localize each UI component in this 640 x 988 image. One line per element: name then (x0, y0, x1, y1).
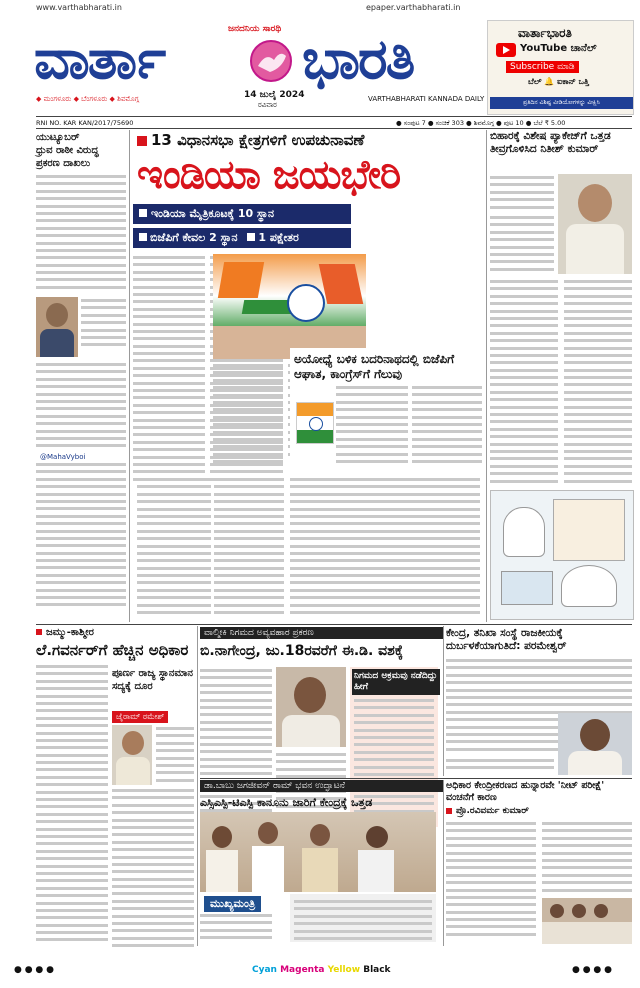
neet-byline (446, 806, 529, 816)
magenta-label: Magenta (280, 965, 325, 975)
story-neet (446, 780, 632, 946)
black-label: Black (363, 965, 391, 975)
valmiki-headline: ಬಿ.ನಾಗೇಂದ್ರ, ಜು.18ರವರೆಗೆ ಈ.ಡಿ. ವಶಕ್ಕೆ (200, 643, 404, 659)
cm-label: ಮುಖ್ಯಮಂತ್ರಿ (204, 896, 261, 912)
masthead-title-right: ಭಾರತಿ (302, 27, 414, 92)
masthead-title-left: ವಾರ್ತಾ (34, 27, 165, 92)
parameshwar-photo (558, 713, 632, 775)
title-line-2: ಧ್ರುವ ರಾಠೀ ವಿರುದ್ಧ (36, 145, 99, 156)
fact-box-title: ನಿಗಮದ ಅಕ್ರಮವು ನಡೆದಿದ್ದು ಹೀಗೆ (352, 669, 440, 695)
twitter-handle[interactable]: @MahaVyboi (40, 453, 86, 461)
jk-side-tag: ಜೈರಾಮ್ ರಮೇಶ್ (112, 711, 168, 723)
website-url[interactable]: www.varthabharati.in (36, 3, 122, 12)
bihar-headline: ಬಿಹಾರಕ್ಕೆ ವಿಶೇಷ ಪ್ಯಾಕೇಜ್‌ಗೆ ಒತ್ತಡ ತೀವ್ರಗೊಳಿಸಿದ ನಿತೀಶ್ ಕುಮಾರ್ (490, 130, 611, 155)
registration-mark-right: ● ● ● ● (572, 965, 612, 975)
story-parameshwar (446, 627, 632, 777)
byline-marker (446, 808, 452, 814)
lead-substory (290, 348, 483, 472)
cyan-label: Cyan (252, 965, 277, 975)
promo-brand: ವಾರ್ತಾಭಾರತಿ (518, 26, 572, 40)
box-line-2 (133, 228, 351, 248)
jk-headline: ಲೆ.ಗವರ್ನರ್‌ಗೆ ಹೆಚ್ಚಿನ ಅಧಿಕಾರ (36, 641, 189, 659)
dhruv-rathee-photo (36, 297, 78, 357)
box-line-1-text: ಇಂಡಿಯಾ ಮೈತ್ರಿಕೂಟಕ್ಕೆ 10 ಸ್ಥಾನ (151, 207, 274, 220)
registration-mark-left: ● ● ● ● (14, 965, 54, 975)
masthead (0, 0, 640, 120)
promo-bell: ಬೆಲ್ 🔔 ಐಕಾನ್ ಒತ್ತಿ (528, 77, 589, 86)
congress-flags-photo (213, 254, 366, 359)
lead-kicker (137, 130, 364, 150)
congress-symbol (296, 402, 334, 444)
jairam-ramesh-photo (112, 725, 152, 785)
youtube-icon (496, 43, 516, 57)
neet-byline-text: ಪ್ರೊ.ರವಿವರ್ಮ ಕುಮಾರ್ (456, 806, 529, 816)
event-photo (200, 812, 436, 892)
issue-info: ● ಸಂಪುಟ 7 ● ಸಂಚಿಕೆ 303 ● ಶಿವಮೊಗ್ಗ ● ಪುಟ 10 ● ಬೆಲೆ ₹ 5.00 (396, 119, 566, 127)
cartoon (490, 490, 634, 620)
logo-emblem (248, 38, 294, 84)
lead-headline: ಇಂಡಿಯಾ ಜಯಭೇರಿ (137, 152, 401, 198)
tagline: ಜನದನಿಯ ಸಾರಥಿ (228, 24, 282, 34)
cm-quote-box (290, 894, 436, 942)
story-bihar (490, 130, 632, 622)
issue-date: 14 ಜುಲೈ 2024 (244, 90, 305, 100)
editions: ◆ ಮಂಗಳೂರು ◆ ಬೆಂಗಳೂರು ◆ ಶಿವಮೊಗ್ಗ (36, 95, 139, 103)
lead-story (133, 130, 483, 475)
yellow-label: Yellow (327, 965, 361, 975)
neet-photo (542, 898, 632, 944)
subscribe-button[interactable]: Subscribe ಮಾಡಿ (506, 61, 579, 73)
babu-kicker: ಡಾ.ಬಾಬು ಜಗಜೀವನ್ ರಾಮ್ ಭವನ ಉದ್ಘಾಟನೆ (200, 780, 444, 792)
title-line-3: ಪ್ರಕರಣ ದಾಖಲು (36, 158, 91, 169)
nitish-kumar-photo (558, 174, 632, 274)
promo-footer: ಪ್ರತಿದಿನ ವಿಶಿಷ್ಟ ವೀಡಿಯೋಗಳನ್ನು ವೀಕ್ಷಿಸಿ (490, 97, 633, 109)
substory-headline: ಅಯೋಧ್ಯೆ ಬಳಿಕ ಬದರಿನಾಥದಲ್ಲಿ ಬಿಜೆಪಿಗೆ ಆಘಾತ, ಕಾಂಗ್ರೆಸ್‌ಗೆ ಗೆಲುವು (294, 352, 455, 381)
jk-kicker-text: ಜಮ್ಮು-ಕಾಶ್ಮೀರ (46, 627, 94, 638)
babu-headline: ಎಸ್ಸಿಎಸ್ಪಿ-ಟಿಎಸ್ಪಿ ಕಾನೂನು ಜಾರಿಗೆ ಕೇಂದ್ರಕ್ಕೆ ಒತ್ತಡ (200, 796, 373, 809)
title-line-1: ಯುಟ್ಯೂಬರ್ (36, 132, 80, 143)
issue-day: ರವಿವಾರ (258, 101, 277, 109)
story-dhruv-rathee (36, 131, 126, 623)
color-bar (0, 962, 640, 982)
kicker-marker (137, 136, 147, 146)
box-line-1 (133, 204, 351, 224)
jk-kicker (36, 627, 94, 638)
jk-kicker-marker (36, 629, 42, 635)
box-line-2a-text: ಬಿಜೆಪಿಗೆ ಕೇವಲ 2 ಸ್ಥಾನ (150, 231, 238, 244)
epaper-url[interactable]: epaper.varthabharati.in (366, 3, 461, 12)
rni-number: RNI NO. KAR KAN/2017/75690 (36, 119, 134, 127)
jk-side-title: ಪೂರ್ಣ ರಾಜ್ಯ ಸ್ಥಾನಮಾನ ಸದ್ಯಕ್ಕೆ ದೂರ (112, 668, 193, 692)
daily-label: VARTHABHARATI KANNADA DAILY (368, 95, 485, 103)
nagendra-photo (276, 667, 346, 747)
parameshwar-headline: ಕೇಂದ್ರ, ತನಿಖಾ ಸಂಸ್ಥೆ ರಾಜಕೀಯಕ್ಕೆ ದುರ್ಬಳಕೆಯಾಗುತಿದೆ: ಪರಮೇಶ್ವರ್ (446, 627, 567, 652)
youtube-promo[interactable] (487, 20, 634, 115)
color-labels (252, 965, 391, 975)
story-title (36, 131, 126, 170)
kicker-text: 13 ವಿಧಾನಸಭಾ ಕ್ಷೇತ್ರಗಳಿಗೆ ಉಪಚುನಾವಣೆ (151, 131, 365, 149)
story-babu-jagjivan (200, 780, 440, 946)
promo-youtube: YouTube ಚಾನೆಲ್ (520, 43, 597, 54)
valmiki-kicker: ವಾಲ್ಮೀಕಿ ನಿಗಮದ ಅವ್ಯವಹಾರ ಪ್ರಕರಣ (200, 627, 444, 639)
lead-result-box (133, 204, 351, 250)
box-line-2b-text: 1 ಪಕ್ಷೇತರ (258, 231, 299, 244)
neet-headline: ಅಧಿಕಾರ ಕೇಂದ್ರೀಕರಣದ ಹುನ್ನಾರವೇ 'ನೀಟ್ ಪರೀಕ್ಷೆ' ವಂಚನೆಗೆ ಕಾರಣ (446, 780, 605, 803)
jk-side-box (112, 667, 194, 785)
story-jammu-kashmir (36, 627, 194, 947)
